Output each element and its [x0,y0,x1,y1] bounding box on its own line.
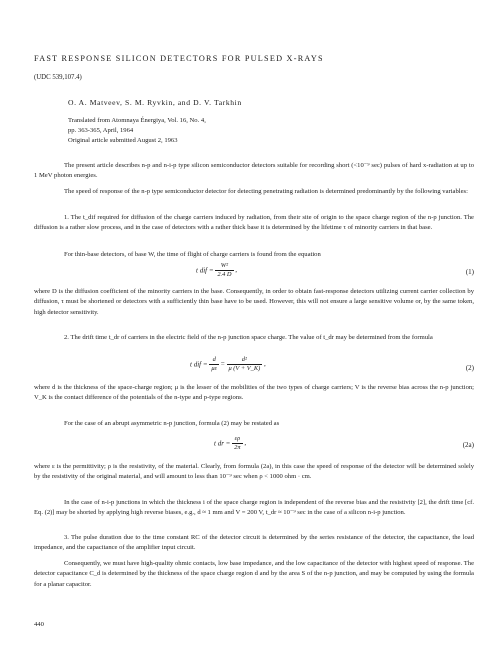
paragraph: Consequently, we must have high-quality ohmic contacts, low base impedance, and the low capacitance of the detector with highest speed of response. The detector capacitance C_d is determined by the thickness of the space charge region d and by the area S of the n-p junction, and may be computed by using the formula for a planar capacitor. [34,560,474,588]
denominator: μ (V + V_K) [228,365,261,372]
paragraph: 2. The drift time t_dr of carriers in the electric field of the n-p junction space charge. The value of t_dr may be determined from the formula [64,334,433,341]
equation-tail: , [244,439,247,448]
numerator: d² [227,356,263,365]
udc-code: (UDC 539,107.4) [34,74,82,81]
equation-lhs: t dif = [190,360,208,369]
equation-1 [196,262,237,279]
paragraph: where d is the thickness of the space-charge region; μ is the lesser of the mobilities of the two types of charge carriers; V is the reverse bias across the n-p junction; V_K is the contact difference of the potentials of the n-type and p-type regions. [34,384,474,402]
denominator: με [211,365,218,372]
denominator: 2.4 D [217,271,232,278]
translation-line: pp. 363-365, April, 1964 [68,127,134,135]
equation-number: (1) [465,268,474,276]
fraction [209,356,219,373]
equation-tail: , [263,360,266,369]
article-title: FAST RESPONSE SILICON DETECTORS FOR PULSED X-RAYS [34,54,324,63]
translation-line: Translated from Atomnaya Énergiya, Vol. 16, No. 4, [68,117,206,124]
equation-2 [190,356,266,373]
numerator: W² [215,262,233,271]
paragraph: In the case of n-i-p junctions in which the thickness i of the space charge region is independent of the reverse bias and the resistivity [2], the drift time [cf. Eq. (2)] may be shorted by applying high reverse biases, e.g., d ≈ 1 mm and V = 200 V, t_dr ≈ 10⁻⁹ sec in the case of a silicon n-i-p junction. [34,499,474,517]
paragraph: The speed of response of the n-p type semiconductor detector for detecting penetrating radiation is determined predominantly by the following variables: [64,188,468,195]
paragraph: where ε is the permittivity; ρ is the resistivity, of the material. Clearly, from formula (2a), in this case the speed of response of the detector will be determined solely by the resistivity of the original material, and will amount to less than 10⁻⁹ sec when ρ < 1000 ohm · cm. [34,463,474,481]
paragraph: 3. The pulse duration due to the time constant RC of the detector circuit is determined by the series resistance of the detector, the capacitance, the load impedance, and the capacitance of the amplifier input circuit. [34,534,474,552]
paragraph: For the case of an abrupt asymmetric n-p junction, formula (2) may be restated as [64,420,280,427]
equation-tail: , [235,266,238,275]
denominator: 2π [234,444,241,451]
fraction [232,435,242,452]
translation-note [68,116,206,147]
equation-number: (2a) [462,441,474,449]
equation-lhs: t dif = [196,266,214,275]
authors: O. A. Matveev, S. M. Ryvkin, and D. V. Tarkhin [68,98,242,107]
equation-lhs: t dr = [214,439,231,448]
fraction [227,356,263,373]
page-number: 440 [34,621,44,628]
equation-number: (2) [465,364,474,372]
numerator: d [209,356,219,365]
equals-sign: = [220,360,225,369]
paragraph: For thin-base detectors, of base W, the time of flight of charge carriers is found from the equation [64,251,321,258]
translation-line: Original article submitted August 2, 1963 [68,137,178,145]
fraction [215,262,233,279]
paragraph: where D is the diffusion coefficient of the minority carriers in the base. Consequently, in order to obtain fast-response detectors utilizing current carrier collection by diffusion, τ must be shortened or detectors with a sufficiently thin base have to be used. However, this will not ensure a large sensitive volume or, by the same token, high detector sensitivity. [34,288,474,316]
equation-2a [214,435,246,452]
numerator: ερ [232,435,242,444]
paragraph: The present article describes n-p and n-i-p type silicon semiconductor detectors suitable for recording short (<10⁻⁹ sec) pulses of hard x-radiation at up to 1 MeV photon energies. [34,162,474,180]
paragraph: 1. The t_dif required for diffusion of the charge carriers induced by radiation, from their site of origin to the space charge region of the n-p junction. The diffusion is a rather slow process, and in the case of detectors with a rather thick base it is determined by the lifetime τ of minority carriers in that base. [34,214,474,232]
